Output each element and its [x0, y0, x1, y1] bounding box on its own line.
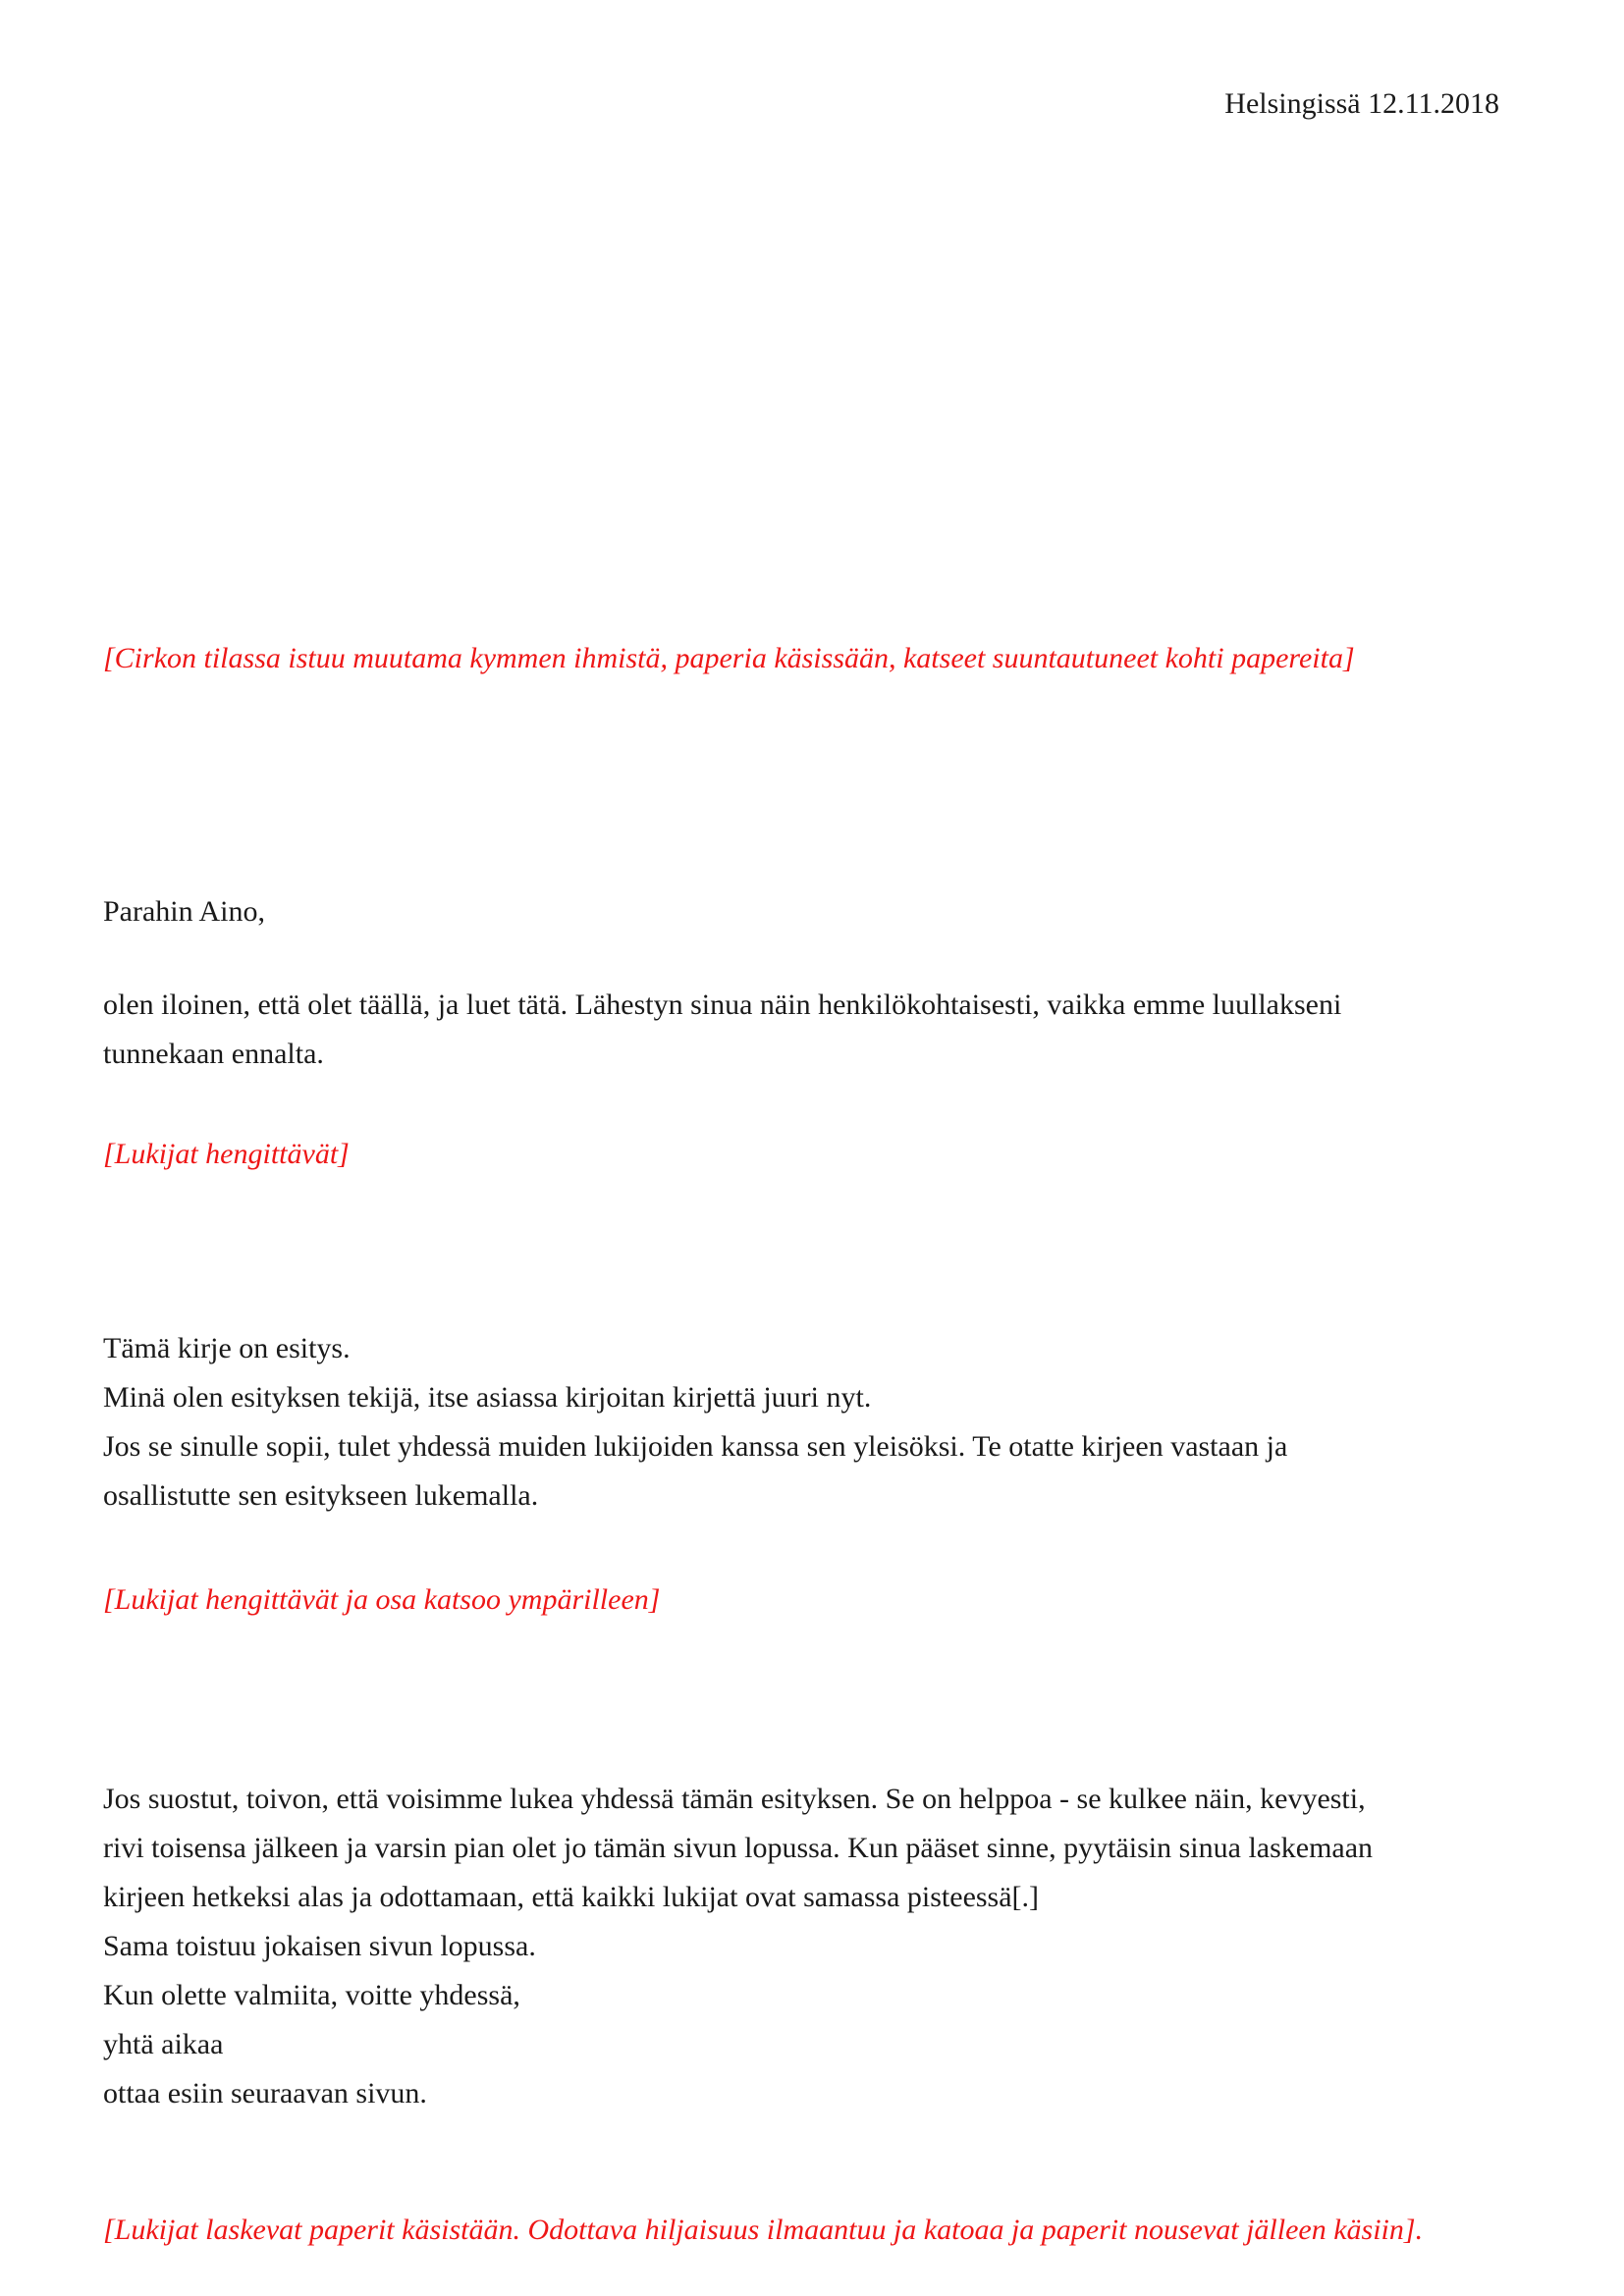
- paragraph-2-line-1: Tämä kirje on esitys.: [103, 1332, 351, 1364]
- paragraph-3-line-3: kirjeen hetkeksi alas ja odottamaan, että kaikki lukijat ovat samassa pisteessä[.]: [103, 1881, 1040, 1913]
- stage-direction-2: [Lukijat hengittävät]: [103, 1138, 350, 1170]
- stage-direction-1: [Cirkon tilassa istuu muutama kymmen ihmistä, paperia käsissään, katseet suuntautuneet kohti papereita]: [103, 642, 1355, 674]
- paragraph-3-line-2: rivi toisensa jälkeen ja varsin pian olet jo tämän sivun lopussa. Kun pääset sinne, pyytäisin sinua laskemaan: [103, 1832, 1374, 1864]
- paragraph-3: [103, 1775, 1516, 2118]
- paragraph-2-line-2: Minä olen esityksen tekijä, itse asiassa kirjoitan kirjettä juuri nyt.: [103, 1381, 872, 1414]
- paragraph-2-line-3: Jos se sinulle sopii, tulet yhdessä muiden lukijoiden kanssa sen yleisöksi. Te otatte kirjeen vastaan ja: [103, 1430, 1288, 1463]
- paragraph-2: [103, 1324, 1516, 1521]
- paragraph-2-line-4: osallistutte sen esitykseen lukemalla.: [103, 1479, 539, 1512]
- paragraph-3-line-4: Sama toistuu jokaisen sivun lopussa.: [103, 1930, 536, 1962]
- paragraph-3-line-7: ottaa esiin seuraavan sivun.: [103, 2077, 427, 2109]
- stage-direction-3: [Lukijat hengittävät ja osa katsoo ympärilleen]: [103, 1583, 661, 1616]
- salutation: Parahin Aino,: [103, 895, 265, 928]
- paragraph-1-line-2: tunnekaan ennalta.: [103, 1038, 324, 1070]
- stage-direction-4: [Lukijat laskevat paperit käsistään. Odottava hiljaisuus ilmaantuu ja katoaa ja paperit nousevat jälleen käsiin].: [103, 2214, 1424, 2246]
- paragraph-1-line-1: olen iloinen, että olet täällä, ja luet tätä. Lähestyn sinua näin henkilökohtaisesti, vaikka emme luullakseni: [103, 988, 1342, 1021]
- paragraph-3-line-5: Kun olette valmiita, voitte yhdessä,: [103, 1979, 520, 2011]
- paragraph-1: [103, 981, 1516, 1079]
- paragraph-3-line-1: Jos suostut, toivon, että voisimme lukea yhdessä tämän esityksen. Se on helppoa - se kulkee näin, kevyesti,: [103, 1783, 1366, 1815]
- dateline: Helsingissä 12.11.2018: [1224, 87, 1499, 120]
- paragraph-3-line-6: yhtä aikaa: [103, 2028, 224, 2060]
